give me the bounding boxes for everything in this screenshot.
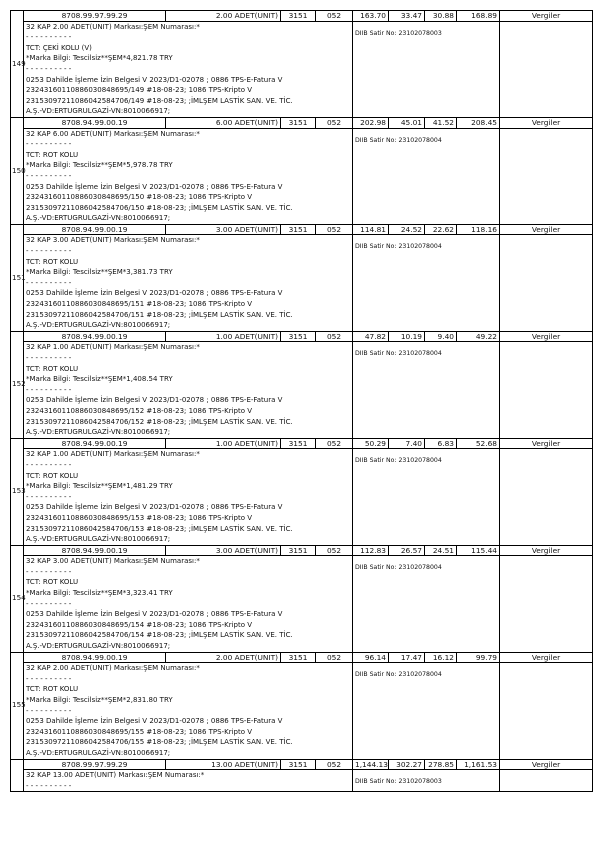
declaration-page [10, 10, 592, 792]
value-4: 1,161.53 [457, 759, 500, 770]
value-4: 118.16 [457, 224, 500, 235]
brand-line: *Marka Bilgi: Tescilsiz**ŞEM*2,831.80 TRY [26, 696, 173, 704]
gtip-code: 8708.94.99.00.19 [24, 652, 166, 663]
value-2: 7.40 [389, 438, 425, 449]
procedure-code: 3151 [281, 117, 316, 128]
value-2: 45.01 [389, 117, 425, 128]
package-line: 32 KAP 13.00 ADET(UNIT) Markası:ŞEM Numarası:* [26, 771, 205, 780]
item-header-row [11, 331, 593, 342]
reference-line: 23153097211086042584706/150 #18-08-23; ;İMLŞEM LASTİK SAN. VE. TİC. [26, 203, 293, 212]
reference-line: A.Ş.-VD:ERTUGRULGAZİ-VN:8010066917; [26, 107, 171, 116]
item-header-row [11, 11, 593, 22]
tct-line: TCT: ROT KOLU [26, 471, 79, 480]
item-number: 150 [11, 117, 24, 224]
brand-line: *Marka Bilgi: Tescilsiz**ŞEM*4,821.78 TRY [26, 54, 173, 63]
reference-line: 23153097211086042584706/154 #18-08-23; ;İMLŞEM LASTİK SAN. VE. TİC. [26, 631, 293, 640]
item-description [24, 770, 353, 792]
brand-line: *Marka Bilgi: Tescilsiz**ŞEM*1,408.54 TRY [26, 375, 173, 384]
item-number: 151 [11, 224, 24, 331]
value-3: 24.51 [425, 545, 457, 556]
item-detail-row [11, 663, 593, 759]
separator-line: - - - - - - - - - - [26, 354, 72, 362]
tct-line: TCT: ROT KOLU [26, 685, 79, 694]
value-1: 96.14 [353, 652, 389, 663]
item-detail-row [11, 342, 593, 438]
reference-line: 23243160110886030848695/154 #18-08-23; 1086 TPS-Kripto V [26, 620, 253, 629]
tax-label: Vergiler [500, 331, 593, 342]
value-4: 99.79 [457, 652, 500, 663]
procedure-code: 3151 [281, 331, 316, 342]
value-3: 9.40 [425, 331, 457, 342]
reference-line: A.Ş.-VD:ERTUGRULGAZİ-VN:8010066917; [26, 642, 171, 651]
reference-line: 0253 Dahilde İşleme İzin Belgesi V 2023/D1-02078 ; 0886 TPS-E-Fatura V [26, 396, 283, 405]
procedure-code: 3151 [281, 224, 316, 235]
country-code: 052 [316, 652, 353, 663]
quantity: 13.00 ADET(UNIT) [166, 759, 281, 770]
tax-empty-cell [500, 21, 593, 117]
value-1: 1,144.13 [353, 759, 389, 770]
country-code: 052 [316, 11, 353, 22]
reference-line: 23153097211086042584706/155 #18-08-23; ;İMLŞEM LASTİK SAN. VE. TİC. [26, 738, 293, 747]
item-header-row [11, 652, 593, 663]
value-1: 47.82 [353, 331, 389, 342]
country-code: 052 [316, 759, 353, 770]
diib-row-number: DIIB Satir No: 23102078004 [353, 235, 500, 331]
separator-line: - - - - - - - - - - [26, 492, 72, 501]
value-1: 114.81 [353, 224, 389, 235]
diib-row-number: DIIB Satir No: 23102078004 [353, 663, 500, 759]
separator-line: - - - - - - - - - - [26, 171, 72, 180]
package-line: 32 KAP 6.00 ADET(UNIT) Markası:ŞEM Numarası:* [26, 129, 200, 138]
value-2: 302.27 [389, 759, 425, 770]
reference-line: 0253 Dahilde İşleme İzin Belgesi V 2023/D1-02078 ; 0886 TPS-E-Fatura V [26, 503, 283, 512]
separator-line: - - - - - - - - - - [26, 247, 72, 256]
tax-label: Vergiler [500, 438, 593, 449]
diib-row-number: DIIB Satir No: 23102078004 [353, 556, 500, 652]
value-3: 30.88 [425, 11, 457, 22]
value-1: 163.70 [353, 11, 389, 22]
separator-line: - - - - - - - - - - [26, 385, 72, 394]
separator-line: - - - - - - - - - - [26, 567, 72, 576]
value-2: 26.57 [389, 545, 425, 556]
diib-row-number: DIIB Satir No: 23102078003 [353, 770, 500, 792]
tax-label: Vergiler [500, 652, 593, 663]
quantity: 2.00 ADET(UNIT) [166, 11, 281, 22]
value-2: 10.19 [389, 331, 425, 342]
item-detail-row [11, 770, 593, 792]
item-detail-row [11, 128, 593, 224]
procedure-code: 3151 [281, 545, 316, 556]
item-description [24, 342, 353, 438]
item-description [24, 449, 353, 545]
value-3: 41.52 [425, 117, 457, 128]
value-4: 208.45 [457, 117, 500, 128]
tax-empty-cell [500, 342, 593, 438]
value-3: 278.85 [425, 759, 457, 770]
item-number: 155 [11, 652, 24, 759]
tax-empty-cell [500, 556, 593, 652]
item-number: 152 [11, 331, 24, 438]
reference-line: 0253 Dahilde İşleme İzin Belgesi V 2023/D1-02078 ; 0886 TPS-E-Fatura V [26, 75, 283, 84]
value-3: 16.12 [425, 652, 457, 663]
value-4: 52.68 [457, 438, 500, 449]
diib-row-number: DIIB Satir No: 23102078004 [353, 128, 500, 224]
tax-empty-cell [500, 663, 593, 759]
country-code: 052 [316, 438, 353, 449]
reference-line: 23153097211086042584706/153 #18-08-23; ;İMLŞEM LASTİK SAN. VE. TİC. [26, 524, 293, 533]
value-2: 33.47 [389, 11, 425, 22]
tax-label: Vergiler [500, 224, 593, 235]
value-3: 22.62 [425, 224, 457, 235]
item-table [10, 10, 593, 792]
tct-line: TCT: ROT KOLU [26, 150, 79, 159]
item-detail-row [11, 235, 593, 331]
separator-line: - - - - - - - - - - [26, 33, 72, 42]
item-header-row [11, 438, 593, 449]
procedure-code: 3151 [281, 11, 316, 22]
quantity: 3.00 ADET(UNIT) [166, 545, 281, 556]
item-number: 149 [11, 11, 24, 118]
gtip-code: 8708.99.97.99.29 [24, 11, 166, 22]
tct-line: TCT: ROT KOLU [26, 364, 79, 373]
gtip-code: 8708.94.99.00.19 [24, 438, 166, 449]
item-number: 154 [11, 545, 24, 652]
reference-line: 23243160110886030848695/149 #18-08-23; 1086 TPS-Kripto V [26, 86, 253, 95]
separator-line: - - - - - - - - - - [26, 64, 72, 73]
reference-line: 0253 Dahilde İşleme İzin Belgesi V 2023/D1-02078 ; 0886 TPS-E-Fatura V [26, 610, 283, 619]
reference-line: A.Ş.-VD:ERTUGRULGAZİ-VN:8010066917; [26, 748, 171, 757]
reference-line: A.Ş.-VD:ERTUGRULGAZİ-VN:8010066917; [26, 428, 171, 437]
quantity: 3.00 ADET(UNIT) [166, 224, 281, 235]
value-4: 49.22 [457, 331, 500, 342]
package-line: 32 KAP 1.00 ADET(UNIT) Markası:ŞEM Numarası:* [26, 450, 200, 459]
value-4: 115.44 [457, 545, 500, 556]
separator-line: - - - - - - - - - - [26, 674, 72, 683]
quantity: 2.00 ADET(UNIT) [166, 652, 281, 663]
item-number: 153 [11, 438, 24, 545]
procedure-code: 3151 [281, 438, 316, 449]
country-code: 052 [316, 117, 353, 128]
quantity: 6.00 ADET(UNIT) [166, 117, 281, 128]
gtip-code: 8708.94.99.00.19 [24, 545, 166, 556]
reference-line: 23243160110886030848695/155 #18-08-23; 1086 TPS-Kripto V [26, 727, 253, 736]
item-detail-row [11, 21, 593, 117]
item-detail-row [11, 449, 593, 545]
procedure-code: 3151 [281, 759, 316, 770]
value-1: 50.29 [353, 438, 389, 449]
tax-empty-cell [500, 770, 593, 792]
reference-line: A.Ş.-VD:ERTUGRULGAZİ-VN:8010066917; [26, 535, 171, 544]
item-description [24, 128, 353, 224]
tax-empty-cell [500, 128, 593, 224]
item-description [24, 556, 353, 652]
item-header-row [11, 117, 593, 128]
reference-line: 23243160110886030848695/150 #18-08-23; 1086 TPS-Kripto V [26, 193, 253, 202]
item-number [11, 759, 24, 792]
reference-line: 23243160110886030848695/151 #18-08-23; 1086 TPS-Kripto V [26, 300, 253, 309]
separator-line: - - - - - - - - - - [26, 599, 72, 608]
reference-line: 23243160110886030848695/152 #18-08-23; 1086 TPS-Kripto V [26, 406, 253, 415]
tax-label: Vergiler [500, 117, 593, 128]
item-detail-row [11, 556, 593, 652]
separator-line: - - - - - - - - - - [26, 460, 72, 469]
diib-row-number: DIIB Satir No: 23102078004 [353, 342, 500, 438]
tax-empty-cell [500, 235, 593, 331]
country-code: 052 [316, 224, 353, 235]
tax-label: Vergiler [500, 11, 593, 22]
reference-line: 23243160110886030848695/153 #18-08-23; 1086 TPS-Kripto V [26, 513, 253, 522]
brand-line: *Marka Bilgi: Tescilsiz**ŞEM*5,978.78 TRY [26, 161, 173, 170]
reference-line: 23153097211086042584706/151 #18-08-23; ;İMLŞEM LASTİK SAN. VE. TİC. [26, 310, 293, 319]
brand-line: *Marka Bilgi: Tescilsiz**ŞEM*1,481.29 TRY [26, 482, 173, 491]
package-line: 32 KAP 3.00 ADET(UNIT) Markası:ŞEM Numarası:* [26, 236, 200, 245]
diib-row-number: DIIB Satir No: 23102078004 [353, 449, 500, 545]
item-description [24, 235, 353, 331]
quantity: 1.00 ADET(UNIT) [166, 438, 281, 449]
gtip-code: 8708.94.99.00.19 [24, 224, 166, 235]
tct-line: TCT: ROT KOLU [26, 578, 79, 587]
package-line: 32 KAP 1.00 ADET(UNIT) Markası:ŞEM Numarası:* [26, 343, 200, 352]
tax-label: Vergiler [500, 545, 593, 556]
separator-line: - - - - - - - - - - [26, 278, 72, 287]
gtip-code: 8708.99.97.99.29 [24, 759, 166, 770]
package-line: 32 KAP 2.00 ADET(UNIT) Markası:ŞEM Numarası:* [26, 664, 200, 673]
value-3: 6.83 [425, 438, 457, 449]
procedure-code: 3151 [281, 652, 316, 663]
tax-label: Vergiler [500, 759, 593, 770]
tax-empty-cell [500, 449, 593, 545]
reference-line: 23153097211086042584706/149 #18-08-23; ;İMLŞEM LASTİK SAN. VE. TİC. [26, 96, 293, 105]
reference-line: 0253 Dahilde İşleme İzin Belgesi V 2023/D1-02078 ; 0886 TPS-E-Fatura V [26, 182, 283, 191]
country-code: 052 [316, 545, 353, 556]
value-2: 24.52 [389, 224, 425, 235]
item-description [24, 21, 353, 117]
brand-line: *Marka Bilgi: Tescilsiz**ŞEM*3,381.73 TRY [26, 268, 173, 277]
separator-line: - - - - - - - - - - [26, 140, 72, 149]
item-header-row [11, 759, 593, 770]
item-description [24, 663, 353, 759]
tct-line: TCT: ROT KOLU [26, 257, 79, 266]
package-line: 32 KAP 2.00 ADET(UNIT) Markası:ŞEM Numarası:* [26, 22, 200, 31]
separator-line: - - - - - - - - - - [26, 706, 72, 715]
reference-line: A.Ş.-VD:ERTUGRULGAZİ-VN:8010066917; [26, 214, 171, 223]
gtip-code: 8708.94.99.00.19 [24, 117, 166, 128]
item-header-row [11, 224, 593, 235]
reference-line: 0253 Dahilde İşleme İzin Belgesi V 2023/D1-02078 ; 0886 TPS-E-Fatura V [26, 289, 283, 298]
country-code: 052 [316, 331, 353, 342]
reference-line: 0253 Dahilde İşleme İzin Belgesi V 2023/D1-02078 ; 0886 TPS-E-Fatura V [26, 717, 283, 726]
reference-line: A.Ş.-VD:ERTUGRULGAZİ-VN:8010066917; [26, 321, 171, 330]
value-1: 112.83 [353, 545, 389, 556]
separator-line: - - - - - - - - - - [26, 781, 72, 790]
quantity: 1.00 ADET(UNIT) [166, 331, 281, 342]
value-1: 202.98 [353, 117, 389, 128]
diib-row-number: DIIB Satir No: 23102078003 [353, 21, 500, 117]
brand-line: *Marka Bilgi: Tescilsiz**ŞEM*3,323.41 TRY [26, 589, 173, 598]
value-4: 168.89 [457, 11, 500, 22]
package-line: 32 KAP 3.00 ADET(UNIT) Markası:ŞEM Numarası:* [26, 557, 200, 566]
tct-line: TCT: ÇEKİ KOLU (V) [26, 43, 92, 52]
gtip-code: 8708.94.99.00.19 [24, 331, 166, 342]
reference-line: 23153097211086042584706/152 #18-08-23; ;İMLŞEM LASTİK SAN. VE. TİC. [26, 417, 293, 426]
item-header-row [11, 545, 593, 556]
value-2: 17.47 [389, 652, 425, 663]
item-table-body [11, 11, 593, 792]
